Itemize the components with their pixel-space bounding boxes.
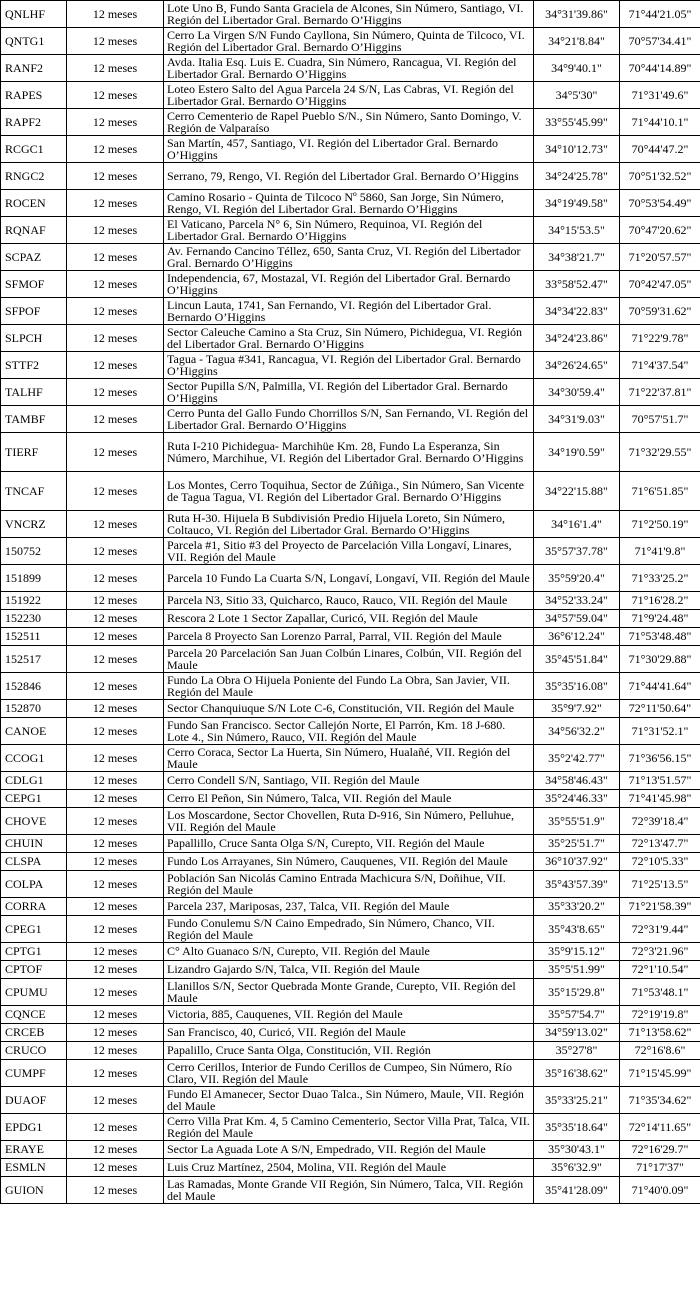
period-cell: 12 meses	[67, 646, 164, 673]
period-cell: 12 meses	[67, 406, 164, 433]
address-cell: Parcela N3, Sitio 33, Quicharco, Rauco, Rauco, VII. Región del Maule	[164, 592, 534, 610]
site-code-cell: 152846	[1, 673, 67, 700]
period-cell: 12 meses	[67, 1177, 164, 1204]
latitude-cell: 34°31'9.03"	[534, 406, 620, 433]
table-row	[1, 1, 700, 28]
period-cell: 12 meses	[67, 28, 164, 55]
longitude-cell: 72°31'9.44"	[620, 916, 700, 943]
table-row	[1, 109, 700, 136]
longitude-cell: 71°22'37.81"	[620, 379, 700, 406]
longitude-cell: 71°31'49.6"	[620, 82, 700, 109]
site-code-cell: CORRA	[1, 898, 67, 916]
address-cell: Parcela 8 Proyecto San Lorenzo Parral, Parral, VII. Región del Maule	[164, 628, 534, 646]
period-cell: 12 meses	[67, 55, 164, 82]
latitude-cell: 34°58'46.43"	[534, 772, 620, 790]
site-code-cell: ROCEN	[1, 190, 67, 217]
latitude-cell: 35°5'51.99"	[534, 961, 620, 979]
site-code-cell: CCOG1	[1, 745, 67, 772]
address-cell: Parcela 237, Mariposas, 237, Talca, VII. Región del Maule	[164, 898, 534, 916]
period-cell: 12 meses	[67, 592, 164, 610]
latitude-cell: 35°24'46.33"	[534, 790, 620, 808]
site-code-cell: CPTG1	[1, 943, 67, 961]
latitude-cell: 34°15'53.5"	[534, 217, 620, 244]
table-row	[1, 943, 700, 961]
longitude-cell: 70°59'31.62"	[620, 298, 700, 325]
period-cell: 12 meses	[67, 325, 164, 352]
period-cell: 12 meses	[67, 298, 164, 325]
table-row	[1, 298, 700, 325]
latitude-cell: 35°9'7.92"	[534, 700, 620, 718]
period-cell: 12 meses	[67, 136, 164, 163]
site-code-cell: RCGC1	[1, 136, 67, 163]
site-code-cell: 150752	[1, 538, 67, 565]
period-cell: 12 meses	[67, 472, 164, 511]
period-cell: 12 meses	[67, 538, 164, 565]
latitude-cell: 34°19'0.59"	[534, 433, 620, 472]
period-cell: 12 meses	[67, 943, 164, 961]
period-cell: 12 meses	[67, 1159, 164, 1177]
longitude-cell: 70°51'32.52"	[620, 163, 700, 190]
longitude-cell: 71°16'28.2"	[620, 592, 700, 610]
address-cell: Rescora 2 Lote 1 Sector Zapallar, Curicó, VII. Región del Maule	[164, 610, 534, 628]
longitude-cell: 71°2'50.19"	[620, 511, 700, 538]
address-cell: Cerro La Virgen S/N Fundo Cayllona, Sin Número, Quinta de Tilcoco, VI. Región del Libertador Gral. Bernardo O’Higgins	[164, 28, 534, 55]
latitude-cell: 35°55'51.9"	[534, 808, 620, 835]
period-cell: 12 meses	[67, 271, 164, 298]
address-cell: Población San Nicolás Camino Entrada Machicura S/N, Doñihue, VII. Región del Maule	[164, 871, 534, 898]
address-cell: Los Montes, Cerro Toquihua, Sector de Zúñiga., Sin Número, San Vicente de Tagua Tagua, VI. Región del Libertador Gral. Bernardo O’Higgins	[164, 472, 534, 511]
period-cell: 12 meses	[67, 979, 164, 1006]
site-code-cell: CHUIN	[1, 835, 67, 853]
period-cell: 12 meses	[67, 628, 164, 646]
period-cell: 12 meses	[67, 853, 164, 871]
site-code-cell: SFPOF	[1, 298, 67, 325]
longitude-cell: 70°57'34.41"	[620, 28, 700, 55]
longitude-cell: 71°4'37.54"	[620, 352, 700, 379]
address-cell: Cerro Condell S/N, Santiago, VII. Región del Maule	[164, 772, 534, 790]
period-cell: 12 meses	[67, 433, 164, 472]
longitude-cell: 71°21'58.39"	[620, 898, 700, 916]
table-row	[1, 325, 700, 352]
site-code-cell: CDLG1	[1, 772, 67, 790]
longitude-cell: 72°13'47.7"	[620, 835, 700, 853]
address-cell: Cerro Cementerio de Rapel Pueblo S/N., Sin Número, Santo Domingo, V. Región de Valparaíso	[164, 109, 534, 136]
address-cell: Los Moscardone, Sector Chovellen, Ruta D-916, Sin Número, Pelluhue, VII. Región del Maule	[164, 808, 534, 835]
address-cell: Las Ramadas, Monte Grande VII Región, Sin Número, Talca, VII. Región del Maule	[164, 1177, 534, 1204]
latitude-cell: 35°9'15.12"	[534, 943, 620, 961]
table-row	[1, 163, 700, 190]
table-row	[1, 217, 700, 244]
table-row	[1, 718, 700, 745]
table-row	[1, 772, 700, 790]
table-row	[1, 1006, 700, 1024]
table-row	[1, 808, 700, 835]
latitude-cell: 34°59'13.02"	[534, 1024, 620, 1042]
table-row	[1, 244, 700, 271]
site-code-cell: CUMPF	[1, 1060, 67, 1087]
latitude-cell: 35°33'20.2"	[534, 898, 620, 916]
address-cell: Avda. Italia Esq. Luis E. Cuadra, Sin Número, Rancagua, VI. Región del Libertador Gral. Bernardo O’Higgins	[164, 55, 534, 82]
latitude-cell: 35°33'25.21"	[534, 1087, 620, 1114]
longitude-cell: 70°53'54.49"	[620, 190, 700, 217]
latitude-cell: 35°30'43.1"	[534, 1141, 620, 1159]
site-code-cell: ERAYE	[1, 1141, 67, 1159]
address-cell: Sector Pupilla S/N, Palmilla, VI. Región del Libertador Gral. Bernardo O’Higgins	[164, 379, 534, 406]
address-cell: Papalillo, Cruce Santa Olga, Constitución, VII. Región	[164, 1042, 534, 1060]
latitude-cell: 35°41'28.09"	[534, 1177, 620, 1204]
table-row	[1, 28, 700, 55]
table-row	[1, 511, 700, 538]
period-cell: 12 meses	[67, 835, 164, 853]
table-row	[1, 916, 700, 943]
table-row	[1, 1159, 700, 1177]
table-row	[1, 673, 700, 700]
longitude-cell: 71°35'34.62"	[620, 1087, 700, 1114]
latitude-cell: 35°57'54.7"	[534, 1006, 620, 1024]
table-row	[1, 406, 700, 433]
site-code-cell: 151899	[1, 565, 67, 592]
address-cell: C° Alto Guanaco S/N, Curepto, VII. Región del Maule	[164, 943, 534, 961]
latitude-cell: 35°6'32.9"	[534, 1159, 620, 1177]
table-row	[1, 979, 700, 1006]
address-cell: Papallillo, Cruce Santa Olga S/N, Curepto, VII. Región del Maule	[164, 835, 534, 853]
latitude-cell: 34°5'30"	[534, 82, 620, 109]
address-cell: Fundo El Amanecer, Sector Duao Talca., Sin Número, Maule, VII. Región del Maule	[164, 1087, 534, 1114]
period-cell: 12 meses	[67, 610, 164, 628]
period-cell: 12 meses	[67, 1114, 164, 1141]
period-cell: 12 meses	[67, 244, 164, 271]
site-code-cell: EPDG1	[1, 1114, 67, 1141]
table-row	[1, 82, 700, 109]
table-row	[1, 352, 700, 379]
table-row	[1, 538, 700, 565]
longitude-cell: 72°3'21.96"	[620, 943, 700, 961]
longitude-cell: 71°31'52.1"	[620, 718, 700, 745]
latitude-cell: 34°56'32.2"	[534, 718, 620, 745]
address-cell: Lote Uno B, Fundo Santa Graciela de Alcones, Sin Número, Santiago, VI. Región del Libertador Gral. Bernardo O’Higgins	[164, 1, 534, 28]
latitude-cell: 35°45'51.84"	[534, 646, 620, 673]
period-cell: 12 meses	[67, 1141, 164, 1159]
latitude-cell: 35°16'38.62"	[534, 1060, 620, 1087]
table-row	[1, 433, 700, 472]
longitude-cell: 71°40'0.09"	[620, 1177, 700, 1204]
address-cell: Camino Rosario - Quinta de Tilcoco Nº 5860, San Jorge, Sin Número, Rengo, VI. Región del Libertador Gral. Bernardo O’Higgins	[164, 190, 534, 217]
site-code-cell: COLPA	[1, 871, 67, 898]
address-cell: San Martín, 457, Santiago, VI. Región del Libertador Gral. Bernardo O’Higgins	[164, 136, 534, 163]
table-row	[1, 55, 700, 82]
site-code-cell: RANF2	[1, 55, 67, 82]
site-code-cell: CANOE	[1, 718, 67, 745]
longitude-cell: 72°10'5.33"	[620, 853, 700, 871]
latitude-cell: 35°25'51.7"	[534, 835, 620, 853]
longitude-cell: 72°19'19.8"	[620, 1006, 700, 1024]
longitude-cell: 71°33'25.2"	[620, 565, 700, 592]
table-row	[1, 961, 700, 979]
period-cell: 12 meses	[67, 82, 164, 109]
latitude-cell: 34°24'23.86"	[534, 325, 620, 352]
latitude-cell: 35°15'29.8"	[534, 979, 620, 1006]
address-cell: Independencia, 67, Mostazal, VI. Región del Libertador Gral. Bernardo O’Higgins	[164, 271, 534, 298]
period-cell: 12 meses	[67, 772, 164, 790]
table-row	[1, 1087, 700, 1114]
latitude-cell: 36°6'12.24"	[534, 628, 620, 646]
table-row	[1, 472, 700, 511]
period-cell: 12 meses	[67, 718, 164, 745]
address-cell: Fundo Conulemu S/N Caino Empedrado, Sin Número, Chanco, VII. Región del Maule	[164, 916, 534, 943]
address-cell: Tagua - Tagua #341, Rancagua, VI. Región del Libertador Gral. Bernardo O’Higgins	[164, 352, 534, 379]
site-code-cell: TNCAF	[1, 472, 67, 511]
address-cell: Sector La Aguada Lote A S/N, Empedrado, VII. Región del Maule	[164, 1141, 534, 1159]
address-cell: Cerro Villa Prat Km. 4, 5 Camino Cementerio, Sector Villa Prat, Talca, VII. Región del Maule	[164, 1114, 534, 1141]
address-cell: Fundo San Francisco. Sector Callejón Norte, El Parrón, Km. 18 J-680. Lote 4., Sin Número, Rauco, VII. Región del Maule	[164, 718, 534, 745]
site-code-cell: CRCEB	[1, 1024, 67, 1042]
site-code-cell: CPUMU	[1, 979, 67, 1006]
latitude-cell: 34°21'8.84"	[534, 28, 620, 55]
site-code-cell: CPEG1	[1, 916, 67, 943]
longitude-cell: 71°20'57.57"	[620, 244, 700, 271]
latitude-cell: 35°2'42.77"	[534, 745, 620, 772]
site-code-cell: CRUCO	[1, 1042, 67, 1060]
site-code-cell: SLPCH	[1, 325, 67, 352]
latitude-cell: 34°31'39.86"	[534, 1, 620, 28]
latitude-cell: 34°24'25.78"	[534, 163, 620, 190]
site-code-cell: 152230	[1, 610, 67, 628]
table-row	[1, 745, 700, 772]
table-row	[1, 1177, 700, 1204]
period-cell: 12 meses	[67, 511, 164, 538]
latitude-cell: 34°30'59.4"	[534, 379, 620, 406]
site-code-cell: STTF2	[1, 352, 67, 379]
period-cell: 12 meses	[67, 790, 164, 808]
longitude-cell: 71°53'48.1"	[620, 979, 700, 1006]
site-code-cell: TIERF	[1, 433, 67, 472]
latitude-cell: 35°27'8"	[534, 1042, 620, 1060]
table-row	[1, 592, 700, 610]
site-code-cell: DUAOF	[1, 1087, 67, 1114]
latitude-cell: 34°34'22.83"	[534, 298, 620, 325]
address-cell: Cerro Coraca, Sector La Huerta, Sin Número, Hualañé, VII. Región del Maule	[164, 745, 534, 772]
period-cell: 12 meses	[67, 916, 164, 943]
table-row	[1, 1042, 700, 1060]
latitude-cell: 33°55'45.99"	[534, 109, 620, 136]
period-cell: 12 meses	[67, 745, 164, 772]
address-cell: Lincun Lauta, 1741, San Fernando, VI. Región del Libertador Gral. Bernardo O’Higgins	[164, 298, 534, 325]
table-row	[1, 790, 700, 808]
longitude-cell: 72°16'29.7"	[620, 1141, 700, 1159]
longitude-cell: 71°22'9.78"	[620, 325, 700, 352]
address-cell: Parcela 20 Parcelación San Juan Colbún Linares, Colbún, VII. Región del Maule	[164, 646, 534, 673]
period-cell: 12 meses	[67, 1042, 164, 1060]
longitude-cell: 71°41'45.98"	[620, 790, 700, 808]
table-row	[1, 190, 700, 217]
table-row	[1, 136, 700, 163]
site-code-cell: TAMBF	[1, 406, 67, 433]
period-cell: 12 meses	[67, 700, 164, 718]
site-code-cell: CHOVE	[1, 808, 67, 835]
table-row	[1, 1141, 700, 1159]
site-code-cell: RAPF2	[1, 109, 67, 136]
table-row	[1, 898, 700, 916]
table-row	[1, 610, 700, 628]
address-cell: Serrano, 79, Rengo, VI. Región del Libertador Gral. Bernardo O’Higgins	[164, 163, 534, 190]
address-cell: Cerro Cerillos, Interior de Fundo Cerillos de Cumpeo, Sin Número, Río Claro, VII. Región del Maule	[164, 1060, 534, 1087]
site-code-cell: SFMOF	[1, 271, 67, 298]
longitude-cell: 72°16'8.6"	[620, 1042, 700, 1060]
longitude-cell: 71°44'21.05"	[620, 1, 700, 28]
table-row	[1, 835, 700, 853]
longitude-cell: 71°25'13.5"	[620, 871, 700, 898]
period-cell: 12 meses	[67, 1, 164, 28]
latitude-cell: 34°9'40.1"	[534, 55, 620, 82]
period-cell: 12 meses	[67, 565, 164, 592]
address-cell: Fundo Los Arrayanes, Sin Número, Cauquenes, VII. Región del Maule	[164, 853, 534, 871]
site-code-cell: 152511	[1, 628, 67, 646]
period-cell: 12 meses	[67, 163, 164, 190]
period-cell: 12 meses	[67, 871, 164, 898]
longitude-cell: 71°17'37"	[620, 1159, 700, 1177]
address-cell: Cerro El Peñon, Sin Número, Talca, VII. Región del Maule	[164, 790, 534, 808]
longitude-cell: 71°6'51.85"	[620, 472, 700, 511]
longitude-cell: 72°1'10.54"	[620, 961, 700, 979]
longitude-cell: 71°44'41.64"	[620, 673, 700, 700]
table-row	[1, 700, 700, 718]
period-cell: 12 meses	[67, 352, 164, 379]
address-cell: Luis Cruz Martínez, 2504, Molina, VII. Región del Maule	[164, 1159, 534, 1177]
latitude-cell: 34°10'12.73"	[534, 136, 620, 163]
period-cell: 12 meses	[67, 808, 164, 835]
latitude-cell: 34°19'49.58"	[534, 190, 620, 217]
latitude-cell: 34°57'59.04"	[534, 610, 620, 628]
latitude-cell: 35°43'8.65"	[534, 916, 620, 943]
site-code-cell: CEPG1	[1, 790, 67, 808]
longitude-cell: 70°47'20.62"	[620, 217, 700, 244]
period-cell: 12 meses	[67, 109, 164, 136]
latitude-cell: 35°35'16.08"	[534, 673, 620, 700]
address-cell: El Vaticano, Parcela N° 6, Sin Número, Requinoa, VI. Región del Libertador Gral. Bernardo O’Higgins	[164, 217, 534, 244]
table-row	[1, 1024, 700, 1042]
address-cell: Ruta H-30. Hijuela B Subdivisión Predio Hijuela Loreto, Sin Número, Coltauco, VI. Región del Libertador Gral. Bernardo O’Higgins	[164, 511, 534, 538]
table-row	[1, 646, 700, 673]
address-cell: Lizandro Gajardo S/N, Talca, VII. Región del Maule	[164, 961, 534, 979]
longitude-cell: 71°53'48.48"	[620, 628, 700, 646]
period-cell: 12 meses	[67, 1024, 164, 1042]
latitude-cell: 35°59'20.4"	[534, 565, 620, 592]
address-cell: San Francisco, 40, Curicó, VII. Región del Maule	[164, 1024, 534, 1042]
period-cell: 12 meses	[67, 190, 164, 217]
site-code-cell: TALHF	[1, 379, 67, 406]
site-code-cell: CLSPA	[1, 853, 67, 871]
period-cell: 12 meses	[67, 379, 164, 406]
site-code-cell: CQNCE	[1, 1006, 67, 1024]
address-cell: Ruta I-210 Pichidegua- Marchihüe Km. 28, Fundo La Esperanza, Sin Número, Marchihue, VI. Región del Libertador Gral. Bernardo O’Higgins	[164, 433, 534, 472]
site-code-cell: 152517	[1, 646, 67, 673]
site-code-cell: RQNAF	[1, 217, 67, 244]
latitude-cell: 34°16'1.4"	[534, 511, 620, 538]
site-code-cell: RAPES	[1, 82, 67, 109]
period-cell: 12 meses	[67, 898, 164, 916]
table-row	[1, 871, 700, 898]
latitude-cell: 34°38'21.7"	[534, 244, 620, 271]
longitude-cell: 71°13'58.62"	[620, 1024, 700, 1042]
latitude-cell: 36°10'37.92"	[534, 853, 620, 871]
site-code-cell: SCPAZ	[1, 244, 67, 271]
latitude-cell: 35°43'57.39"	[534, 871, 620, 898]
longitude-cell: 72°14'11.65"	[620, 1114, 700, 1141]
period-cell: 12 meses	[67, 1060, 164, 1087]
address-cell: Loteo Estero Salto del Agua Parcela 24 S/N, Las Cabras, VI. Región del Libertador Gral. Bernardo O’Higgins	[164, 82, 534, 109]
period-cell: 12 meses	[67, 1006, 164, 1024]
address-cell: Parcela #1, Sitio #3 del Proyecto de Parcelación Villa Longaví, Linares, VII. Región del Maule	[164, 538, 534, 565]
table-row	[1, 628, 700, 646]
table-row	[1, 271, 700, 298]
period-cell: 12 meses	[67, 217, 164, 244]
site-code-cell: RNGC2	[1, 163, 67, 190]
longitude-cell: 71°36'56.15"	[620, 745, 700, 772]
site-code-cell: VNCRZ	[1, 511, 67, 538]
longitude-cell: 71°32'29.55"	[620, 433, 700, 472]
table-row	[1, 379, 700, 406]
longitude-cell: 71°30'29.88"	[620, 646, 700, 673]
latitude-cell: 34°52'33.24"	[534, 592, 620, 610]
latitude-cell: 35°57'37.78"	[534, 538, 620, 565]
table-row	[1, 1060, 700, 1087]
latitude-cell: 34°26'24.65"	[534, 352, 620, 379]
latitude-cell: 35°35'18.64"	[534, 1114, 620, 1141]
latitude-cell: 33°58'52.47"	[534, 271, 620, 298]
period-cell: 12 meses	[67, 1087, 164, 1114]
address-cell: Parcela 10 Fundo La Cuarta S/N, Longaví, Longaví, VII. Región del Maule	[164, 565, 534, 592]
longitude-cell: 70°57'51.7"	[620, 406, 700, 433]
address-cell: Cerro Punta del Gallo Fundo Chorrillos S/N, San Fernando, VI. Región del Libertador Gral. Bernardo O’Higgins	[164, 406, 534, 433]
address-cell: Fundo La Obra O Hijuela Poniente del Fundo La Obra, San Javier, VII. Región del Maule	[164, 673, 534, 700]
table-row	[1, 853, 700, 871]
address-cell: Sector Caleuche Camino a Sta Cruz, Sin Número, Pichidegua, VI. Región del Libertador Gral. Bernardo O’Higgins	[164, 325, 534, 352]
site-code-cell: CPTOF	[1, 961, 67, 979]
longitude-cell: 70°42'47.05"	[620, 271, 700, 298]
site-code-cell: QNLHF	[1, 1, 67, 28]
address-cell: Llanillos S/N, Sector Quebrada Monte Grande, Curepto, VII. Región del Maule	[164, 979, 534, 1006]
site-code-cell: 152870	[1, 700, 67, 718]
table-row	[1, 565, 700, 592]
site-code-cell: QNTG1	[1, 28, 67, 55]
site-code-cell: GUION	[1, 1177, 67, 1204]
longitude-cell: 71°15'45.99"	[620, 1060, 700, 1087]
longitude-cell: 70°44'47.2"	[620, 136, 700, 163]
longitude-cell: 71°41'9.8"	[620, 538, 700, 565]
longitude-cell: 70°44'14.89"	[620, 55, 700, 82]
site-code-cell: 151922	[1, 592, 67, 610]
table-row	[1, 1114, 700, 1141]
address-cell: Sector Chanquiuque S/N Lote C-6, Constitución, VII. Región del Maule	[164, 700, 534, 718]
longitude-cell: 71°9'24.48"	[620, 610, 700, 628]
site-code-cell: ESMLN	[1, 1159, 67, 1177]
period-cell: 12 meses	[67, 961, 164, 979]
longitude-cell: 72°11'50.64"	[620, 700, 700, 718]
longitude-cell: 72°39'18.4"	[620, 808, 700, 835]
period-cell: 12 meses	[67, 673, 164, 700]
longitude-cell: 71°44'10.1"	[620, 109, 700, 136]
longitude-cell: 71°13'51.57"	[620, 772, 700, 790]
address-cell: Av. Fernando Cancino Téllez, 650, Santa Cruz, VI. Región del Libertador Gral. Bernardo O’Higgins	[164, 244, 534, 271]
address-cell: Victoria, 885, Cauquenes, VII. Región del Maule	[164, 1006, 534, 1024]
latitude-cell: 34°22'15.88"	[534, 472, 620, 511]
